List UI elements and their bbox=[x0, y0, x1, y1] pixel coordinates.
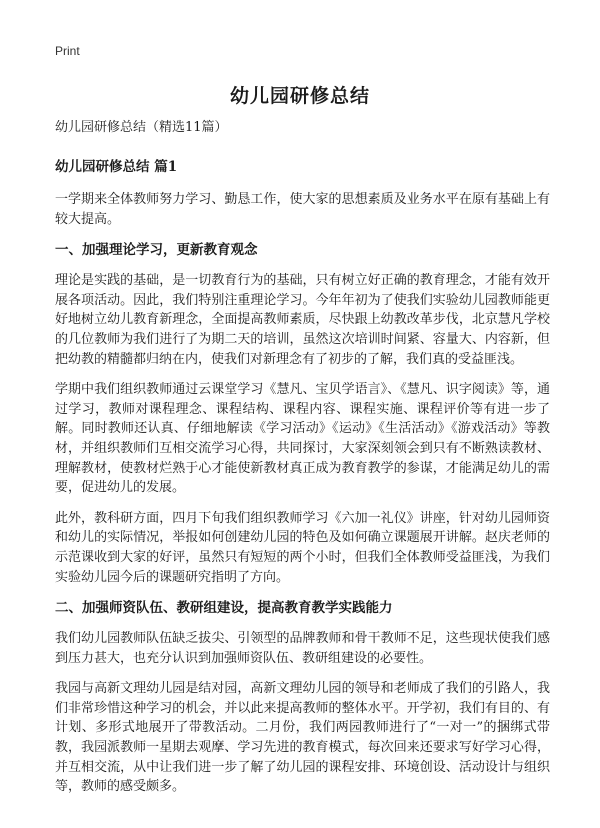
section-heading: 二、加强师资队伍、教研组建设，提高教育教学实践能力 bbox=[55, 600, 393, 617]
paragraph: 我园与高新文理幼儿园是结对园，高新文理幼儿园的领导和老师成了我们的引路人，我们非常珍惜这种学习的机会，并以此来提高教师的整体水平。开学初，我们有目的、有计划、多形式地展开了带教活动。二月份，我们两园教师进行了“一对一”的捆绑式带教，我园派教师一星期去观摩、学习先进的教育模式，每次回来还要求写好学习心得，并互相交流，从中让我们进一步了解了幼儿园的课程安排、环境创设、活动设计与组织等，教师的感受颇多。 bbox=[55, 681, 550, 795]
print-link[interactable]: Print bbox=[55, 44, 80, 58]
section-1 bbox=[55, 240, 550, 587]
section-heading: 一、加强理论学习，更新教育观念 bbox=[55, 242, 258, 259]
paragraph: 此外，教科研方面，四月下旬我们组织教师学习《六加一礼仪》讲座，针对幼儿园师资和幼儿的实际情况，举报如何创建幼儿园的特色及如何确立课题展开讲解。赵庆老师的示范课收到大家的好评，虽然只有短短的两个小时，但我们全体教师受益匪浅，为我们实验幼儿园今后的课题研究指明了方向。 bbox=[55, 510, 550, 585]
section-2 bbox=[55, 598, 550, 797]
article-title: 幼儿园研修总结 篇1 bbox=[55, 159, 178, 175]
page-title: 幼儿园研修总结 bbox=[229, 85, 370, 107]
paragraph: 理论是实践的基础，是一切教育行为的基础，只有树立好正确的教育理念，才能有效开展各项活动。因此，我们特别注重理论学习。今年年初为了使我们实验幼儿园教师能更好地树立幼儿教育新理念，全面提高教师素质，尽快跟上幼教改革步伐，北京慧凡学校的几位教师为我们进行了为期二天的培训，虽然这次培训时间紧、容量大、内容新，但把幼教的精髓都归纳在内，使我们对新理念有了初步的了解，我们真的受益匪浅。 bbox=[55, 273, 550, 367]
paragraph: 我们幼儿园教师队伍缺乏拔尖、引领型的品牌教师和骨干教师不足，这些现状使我们感到压力甚大，也充分认识到加强师资队伍、教研组建设的必要性。 bbox=[55, 631, 550, 666]
document-content bbox=[55, 118, 550, 808]
document-subtitle: 幼儿园研修总结（精选11篇） bbox=[55, 120, 228, 135]
paragraph: 学期中我们组织教师通过云课堂学习《慧凡、宝贝学语言》、《慧凡、识字阅读》等，通过学习，教师对课程理念、课程结构、课程内容、课程实施、课程评价等有进一步了解。同时教师还认真、仔细地解读《学习活动》《运动》《生活活动》《游戏活动》等教材，并组织教师们互相交流学习心得，共同探讨，大家深刻领会到只有不断熟读教材、理解教材，使教材烂熟于心才能使新教材真正成为教育教学的参谋，才能满足幼儿的需要，促进幼儿的发展。 bbox=[55, 382, 550, 496]
intro-paragraph: 一学期来全体教师努力学习、勤恳工作，使大家的思想素质及业务水平在原有基础上有较大提高。 bbox=[55, 192, 550, 227]
